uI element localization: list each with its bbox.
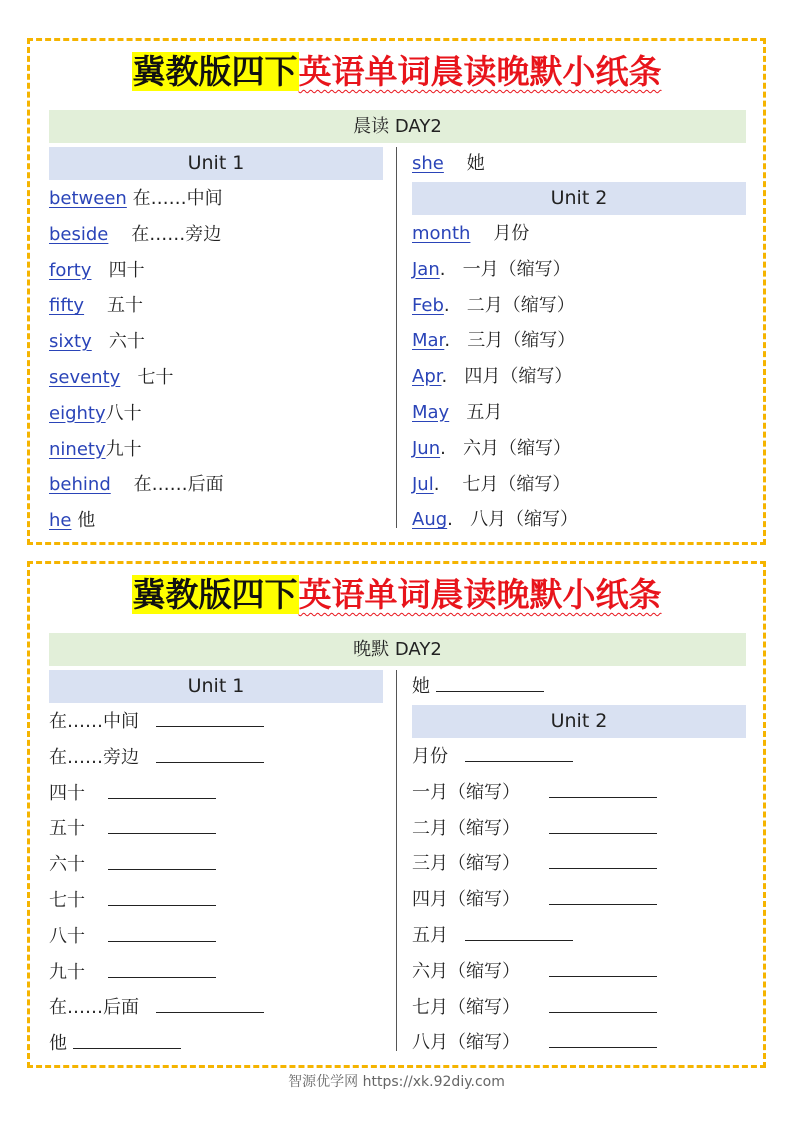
dictation-row: [49, 883, 383, 919]
dictation-row: [49, 955, 383, 991]
answer-blank[interactable]: [549, 783, 657, 798]
chinese-prompt: 九十: [49, 961, 85, 983]
chinese-meaning: 六十: [108, 331, 145, 353]
title-rest: 英语单词晨读晚默小纸条: [298, 575, 662, 614]
dictation-row: [49, 990, 383, 1026]
abbr-dot: .: [441, 366, 448, 388]
answer-blank[interactable]: [156, 748, 264, 763]
chinese-prompt: 七十: [49, 889, 85, 911]
word-row: [49, 396, 383, 432]
answer-blank[interactable]: [108, 963, 216, 978]
english-word: sixty: [49, 331, 92, 353]
chinese-meaning: 五月: [466, 401, 503, 423]
answer-blank[interactable]: [156, 712, 264, 727]
english-word: Jun: [412, 437, 441, 459]
morning-day-header: 晨读 DAY2: [49, 110, 746, 143]
chinese-meaning: 八月（缩写）: [470, 509, 579, 531]
word-row: [412, 502, 746, 538]
dictation-row: [49, 704, 383, 740]
english-word: beside: [49, 223, 109, 245]
english-word: ninety: [49, 438, 106, 460]
word-row: [49, 253, 383, 289]
abbr-dot: .: [447, 509, 453, 531]
chinese-prompt: 六月（缩写）: [412, 960, 520, 982]
chinese-meaning: 在……后面: [133, 474, 224, 496]
abbr-dot: .: [443, 294, 450, 316]
english-word: between: [49, 188, 127, 209]
chinese-prompt: 二月（缩写）: [412, 817, 520, 839]
word-row: [49, 181, 383, 217]
word-row: [412, 467, 746, 503]
chinese-prompt: 在……后面: [49, 997, 139, 1019]
word-row: [49, 288, 383, 324]
chinese-meaning: 一月（缩写）: [462, 258, 571, 280]
answer-blank[interactable]: [549, 998, 657, 1013]
answer-blank[interactable]: [108, 891, 216, 906]
answer-blank[interactable]: [436, 677, 544, 692]
column-divider: [396, 147, 397, 528]
abbr-dot: .: [444, 330, 451, 352]
word-row: [412, 288, 746, 324]
english-word: month: [412, 223, 471, 244]
column-divider: [396, 670, 397, 1051]
dictation-row: [412, 954, 746, 990]
morning-unit1-header: Unit 1: [49, 147, 383, 180]
answer-blank[interactable]: [465, 747, 573, 762]
word-row: [412, 431, 746, 467]
word-row: [412, 216, 746, 252]
footer-watermark: 智源优学网 https://xk.92diy.com: [288, 1074, 505, 1090]
word-row: [412, 395, 746, 431]
answer-blank[interactable]: [73, 1034, 181, 1049]
chinese-prompt: 月份: [412, 746, 448, 767]
english-word: eighty: [49, 402, 106, 424]
chinese-meaning: 四十: [108, 259, 145, 281]
word-row: [49, 217, 383, 253]
english-word: Apr: [412, 366, 442, 388]
chinese-meaning: 四月（缩写）: [464, 366, 573, 388]
abbr-dot: .: [440, 437, 446, 459]
morning-unit1-column: [49, 147, 383, 539]
evening-day-header: 晚默 DAY2: [49, 633, 746, 666]
chinese-meaning: 在……中间: [132, 188, 223, 209]
english-word: seventy: [49, 366, 121, 388]
answer-blank[interactable]: [549, 962, 657, 977]
chinese-meaning: 八十: [105, 402, 142, 424]
chinese-prompt: 在……旁边: [49, 746, 139, 768]
dictation-row: [412, 882, 746, 918]
word-row: [412, 323, 746, 359]
dictation-row: [412, 670, 746, 704]
morning-card: [27, 38, 766, 545]
chinese-prompt: 四月（缩写）: [412, 889, 520, 911]
title-highlight: 冀教版四下: [132, 575, 298, 614]
chinese-prompt: 六十: [49, 854, 85, 876]
chinese-prompt: 一月（缩写）: [412, 781, 520, 803]
chinese-meaning: 她: [466, 153, 485, 174]
chinese-meaning: 二月（缩写）: [466, 294, 575, 316]
word-row: [49, 324, 383, 360]
title-rest: 英语单词晨读晚默小纸条: [298, 52, 662, 91]
chinese-prompt: 八十: [49, 925, 85, 947]
dictation-row: [412, 846, 746, 882]
abbr-dot: .: [433, 473, 440, 495]
chinese-prompt: 她: [412, 676, 430, 697]
dictation-row: [49, 919, 383, 955]
word-row: [49, 467, 383, 503]
chinese-prompt: 在……中间: [49, 711, 139, 732]
chinese-prompt: 四十: [49, 782, 85, 804]
dictation-row: [412, 739, 746, 775]
english-word: she: [412, 153, 444, 174]
dictation-row: [49, 811, 383, 847]
answer-blank[interactable]: [549, 854, 657, 869]
dictation-row: [49, 1026, 383, 1062]
answer-blank[interactable]: [108, 784, 216, 799]
evening-unit1-column: [49, 670, 383, 1062]
word-row: [412, 147, 746, 181]
english-word: Jul: [412, 473, 434, 495]
morning-unit2-column: [412, 147, 746, 538]
chinese-prompt: 七月（缩写）: [412, 996, 520, 1018]
evening-unit2-column: [412, 670, 746, 1061]
english-word: forty: [49, 259, 92, 281]
chinese-meaning: 七十: [137, 366, 174, 388]
chinese-meaning: 五十: [106, 295, 143, 317]
dictation-row: [412, 918, 746, 954]
english-word: fifty: [49, 295, 85, 317]
evening-unit1-header: Unit 1: [49, 670, 383, 703]
english-word: May: [412, 401, 450, 423]
english-word: behind: [49, 474, 111, 496]
word-row: [412, 252, 746, 288]
evening-card: [27, 561, 766, 1068]
dictation-row: [49, 847, 383, 883]
dictation-row: [49, 776, 383, 812]
chinese-meaning: 九十: [105, 438, 142, 460]
evening-unit2-header: Unit 2: [412, 705, 746, 738]
word-row: [49, 503, 383, 539]
chinese-prompt: 五月: [412, 924, 448, 946]
dictation-row: [412, 1025, 746, 1061]
morning-title: [30, 49, 763, 95]
answer-blank[interactable]: [108, 819, 216, 834]
dictation-row: [49, 740, 383, 776]
evening-title: [30, 572, 763, 618]
english-word: Aug: [412, 509, 448, 531]
dictation-row: [412, 990, 746, 1026]
word-row: [49, 432, 383, 468]
english-word: Feb: [412, 294, 444, 316]
chinese-meaning: 他: [77, 510, 96, 532]
word-row: [412, 359, 746, 395]
chinese-meaning: 在……旁边: [131, 223, 222, 245]
english-word: Mar: [412, 330, 445, 352]
answer-blank[interactable]: [108, 927, 216, 942]
answer-blank[interactable]: [156, 998, 264, 1013]
word-row: [49, 360, 383, 396]
english-word: he: [49, 510, 72, 532]
answer-blank[interactable]: [465, 926, 573, 941]
chinese-meaning: 七月（缩写）: [462, 473, 571, 495]
morning-unit2-header: Unit 2: [412, 182, 746, 215]
chinese-prompt: 八月（缩写）: [412, 1032, 520, 1054]
dictation-row: [412, 775, 746, 811]
english-word: Jan: [412, 258, 440, 280]
answer-blank[interactable]: [549, 1033, 657, 1048]
chinese-prompt: 五十: [49, 818, 85, 840]
chinese-meaning: 月份: [493, 223, 530, 244]
chinese-prompt: 三月（缩写）: [412, 853, 520, 875]
answer-blank[interactable]: [108, 855, 216, 870]
answer-blank[interactable]: [549, 890, 657, 905]
chinese-meaning: 六月（缩写）: [463, 437, 572, 459]
chinese-meaning: 三月（缩写）: [467, 330, 576, 352]
dictation-row: [412, 811, 746, 847]
answer-blank[interactable]: [549, 819, 657, 834]
abbr-dot: .: [439, 258, 446, 280]
chinese-prompt: 他: [49, 1033, 67, 1055]
title-highlight: 冀教版四下: [132, 52, 298, 91]
